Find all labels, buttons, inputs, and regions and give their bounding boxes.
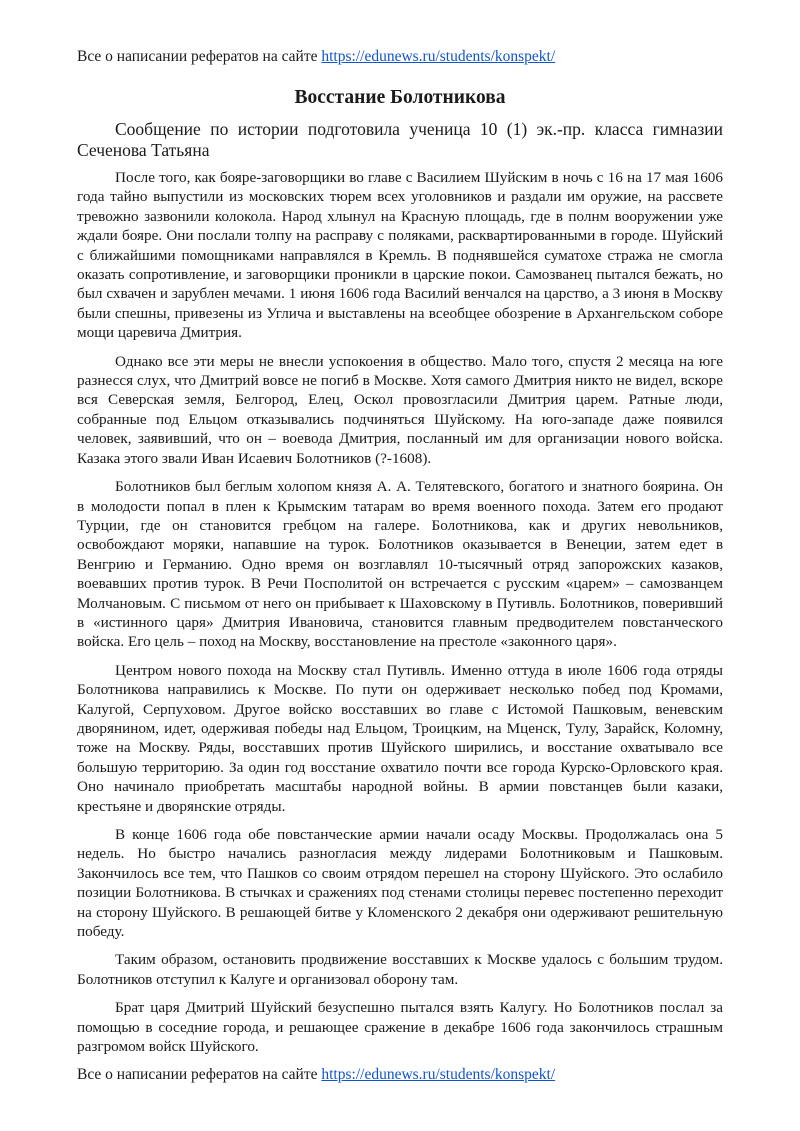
- footer-text: Все о написании рефератов на сайте: [77, 1066, 322, 1083]
- paragraph-5: В конце 1606 года обе повстанческие армии начали осаду Москвы. Продолжалась она 5 недель. Но быстро начались разногласия между лидерами Болотниковым и Пашковым. Закончилось все тем, что Пашков со своим отрядом перешел на сторону Шуйского. Это ослабило позиции Болотникова. В стычках и сражениях под стенами столицы перевес постепенно переходит на сторону Шуйского. В решающей битве у Кломенского 2 декабря они одерживают решительную победу.: [77, 826, 723, 941]
- paragraph-3: Болотников был беглым холопом князя А. А. Телятевского, богатого и знатного боярина. Он в молодости попал в плен к Крымским татарам во время военного похода. Затем его продают Турции, где он становится гребцом на галере. Болотникова, как и других невольников, освобождают моряки, напавшие на турок. Болотников оказывается в Венеции, затем едет в Венгрию и Германию. Одно время он возглавлял 10-тысячный отряд запорожских казаков, воевавших против турок. В Речи Посполитой он встречается с русским «царем» – самозванцем Молчановым. С письмом от него он прибывает к Шаховскому в Путивль. Болотников, поверивший в «истинного царя» Дмитрия Ивановича, становится главным предводителем повстанческого войска. Его цель – поход на Москву, восстановление на престоле «законного царя».: [77, 478, 723, 651]
- document-subtitle: Сообщение по истории подготовила ученица 10 (1) эк.-пр. класса гимназии Сеченова Татьяна: [77, 119, 723, 160]
- header-text: Все о написании рефератов на сайте: [77, 48, 322, 65]
- paragraph-6: Таким образом, остановить продвижение восставших к Москве удалось с большим трудом. Болотников отступил к Калуге и организовал оборону там.: [77, 951, 723, 988]
- header-link[interactable]: https://edunews.ru/students/konspekt/: [321, 48, 556, 65]
- paragraph-2: Однако все эти меры не внесли успокоения в общество. Мало того, спустя 2 месяца на юге разнесся слух, что Дмитрий вовсе не погиб в Москве. Хотя самого Дмитрия никто не видел, вскоре вся Северская земля, Белгород, Елец, Оскол провозгласили Дмитрия царем. Ратные люди, собранные под Ельцом отказывались подчиняться Шуйскому. На юго-западе даже появился человек, заявивший, что он – воевода Дмитрия, посланный им для организации нового войска. Казака этого звали Иван Исаевич Болотников (?-1608).: [77, 352, 723, 467]
- paragraph-7: Брат царя Дмитрий Шуйский безуспешно пытался взять Калугу. Но Болотников послал за помощью в соседние города, и решающее сражение в декабре 1606 года закончилось страшным разгромом войск Шуйского.: [77, 999, 723, 1056]
- page-footer: [77, 1065, 723, 1085]
- page-header: [77, 47, 723, 67]
- document-title: Восстание Болотникова: [294, 87, 506, 108]
- paragraph-4: Центром нового похода на Москву стал Путивль. Именно оттуда в июле 1606 года отряды Болотникова направились к Москве. По пути он одерживает несколько побед под Кромами, Калугой, Серпуховом. Другое войско восставших во главе с Истомой Пашковым, веневским дворянином, идет, одерживая победы над Ельцом, Троицким, на Мценск, Тулу, Зарайск, Коломну, тоже на Москву. Ряды, восставших против Шуйского ширились, и восстание охватывало все большую территорию. За один год восстание охватило почти все города Курско-Орловского края. Оно начинало приобретать масштабы народной войны. В армии повстанцев были казаки, крестьяне и дворянские отряды.: [77, 661, 723, 815]
- footer-link[interactable]: https://edunews.ru/students/konspekt/: [321, 1066, 556, 1083]
- document-body: [77, 168, 723, 1065]
- paragraph-1: После того, как бояре-заговорщики во главе с Василием Шуйским в ночь с 16 на 17 мая 1606 года тайно выпустили из московских тюрем всех уголовников и раздали им оружие, на рассвете тревожно зазвонили колокола. Народ хлынул на Красную площадь, где в полнм вооружении уже ждали бояре. Они послали толпу на расправу с поляками, расквартированными в городе. Шуйский с ближайшими помощниками направлялся в Кремль. В поднявшейся суматохе стража не смогла оказать сопротивление, и заговорщики проникли в царские покои. Самозванец пытался бежать, но был схвачен и зарублен мечами. 1 июня 1606 года Василий венчался на царство, а 3 июня в Москву были спешны, привезены из Углича и выставлены на всеобщее обозрение в Архангельском соборе мощи царевича Дмитрия.: [77, 169, 723, 342]
